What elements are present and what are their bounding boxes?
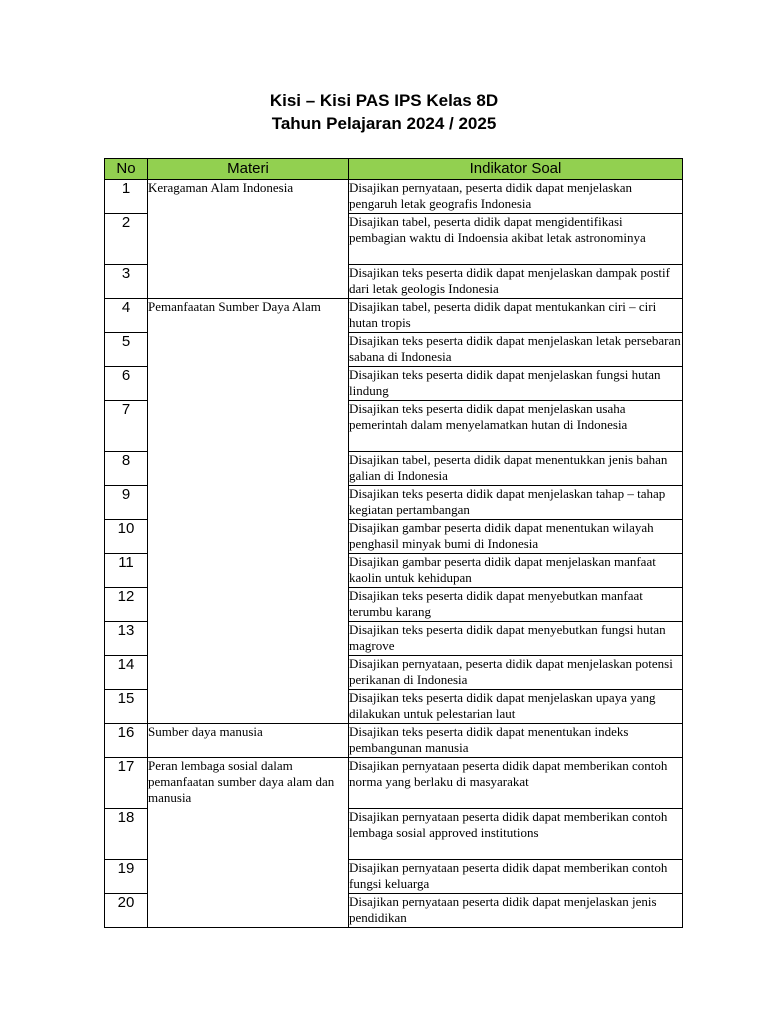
indikator-cell: Disajikan pernyataan peserta didik dapat memberikan contoh lembaga sosial approved institutions: [349, 809, 683, 860]
row-number: 9: [105, 486, 148, 520]
row-number: 5: [105, 333, 148, 367]
header-no: No: [105, 159, 148, 180]
indikator-cell: Disajikan teks peserta didik dapat menjelaskan fungsi hutan lindung: [349, 367, 683, 401]
table-row: [105, 758, 683, 809]
row-number: 15: [105, 690, 148, 724]
materi-cell: Sumber daya manusia: [148, 724, 349, 758]
indikator-cell: Disajikan pernyataan peserta didik dapat memberikan contoh fungsi keluarga: [349, 860, 683, 894]
row-number: 4: [105, 299, 148, 333]
document-subtitle: Tahun Pelajaran 2024 / 2025: [271, 114, 497, 133]
indikator-cell: Disajikan gambar peserta didik dapat menjelaskan manfaat kaolin untuk kehidupan: [349, 554, 683, 588]
row-number: 1: [105, 180, 148, 214]
materi-cell: Pemanfaatan Sumber Daya Alam: [148, 299, 349, 724]
kisi-table: [104, 158, 683, 928]
row-number: 17: [105, 758, 148, 809]
document-title: Kisi – Kisi PAS IPS Kelas 8D: [269, 91, 499, 110]
indikator-cell: Disajikan teks peserta didik dapat menentukan indeks pembangunan manusia: [349, 724, 683, 758]
table-body: [105, 180, 683, 928]
row-number: 8: [105, 452, 148, 486]
materi-cell: Keragaman Alam Indonesia: [148, 180, 349, 299]
row-number: 13: [105, 622, 148, 656]
indikator-cell: Disajikan pernyataan, peserta didik dapat menjelaskan potensi perikanan di Indonesia: [349, 656, 683, 690]
table-row: [105, 180, 683, 214]
table-header-row: [105, 159, 683, 180]
table-row: [105, 724, 683, 758]
indikator-cell: Disajikan tabel, peserta didik dapat menentukkan jenis bahan galian di Indonesia: [349, 452, 683, 486]
row-number: 20: [105, 894, 148, 928]
row-number: 18: [105, 809, 148, 860]
row-number: 10: [105, 520, 148, 554]
indikator-cell: Disajikan gambar peserta didik dapat menentukan wilayah penghasil minyak bumi di Indonesia: [349, 520, 683, 554]
indikator-cell: Disajikan pernyataan peserta didik dapat memberikan contoh norma yang berlaku di masyarakat: [349, 758, 683, 809]
indikator-cell: Disajikan tabel, peserta didik dapat mentukankan ciri – ciri hutan tropis: [349, 299, 683, 333]
indikator-cell: Disajikan teks peserta didik dapat menyebutkan fungsi hutan magrove: [349, 622, 683, 656]
table-row: [105, 299, 683, 333]
indikator-cell: Disajikan teks peserta didik dapat menjelaskan tahap – tahap kegiatan pertambangan: [349, 486, 683, 520]
row-number: 12: [105, 588, 148, 622]
header-materi: Materi: [148, 159, 349, 180]
row-number: 11: [105, 554, 148, 588]
materi-cell: Peran lembaga sosial dalam pemanfaatan sumber daya alam dan manusia: [148, 758, 349, 928]
row-number: 16: [105, 724, 148, 758]
indikator-cell: Disajikan teks peserta didik dapat menyebutkan manfaat terumbu karang: [349, 588, 683, 622]
indikator-cell: Disajikan tabel, peserta didik dapat mengidentifikasi pembagian waktu di Indoensia akibat letak astronominya: [349, 214, 683, 265]
row-number: 3: [105, 265, 148, 299]
indikator-cell: Disajikan teks peserta didik dapat menjelaskan dampak postif dari letak geologis Indonesia: [349, 265, 683, 299]
header-indikator: Indikator Soal: [349, 159, 683, 180]
row-number: 7: [105, 401, 148, 452]
row-number: 19: [105, 860, 148, 894]
indikator-cell: Disajikan teks peserta didik dapat menjelaskan letak persebaran sabana di Indonesia: [349, 333, 683, 367]
indikator-cell: Disajikan teks peserta didik dapat menjelaskan upaya yang dilakukan untuk pelestarian laut: [349, 690, 683, 724]
indikator-cell: Disajikan pernyataan peserta didik dapat menjelaskan jenis pendidikan: [349, 894, 683, 928]
row-number: 14: [105, 656, 148, 690]
row-number: 2: [105, 214, 148, 265]
row-number: 6: [105, 367, 148, 401]
indikator-cell: Disajikan pernyataan, peserta didik dapat menjelaskan pengaruh letak geografis Indonesia: [349, 180, 683, 214]
indikator-cell: Disajikan teks peserta didik dapat menjelaskan usaha pemerintah dalam menyelamatkan hutan di Indonesia: [349, 401, 683, 452]
